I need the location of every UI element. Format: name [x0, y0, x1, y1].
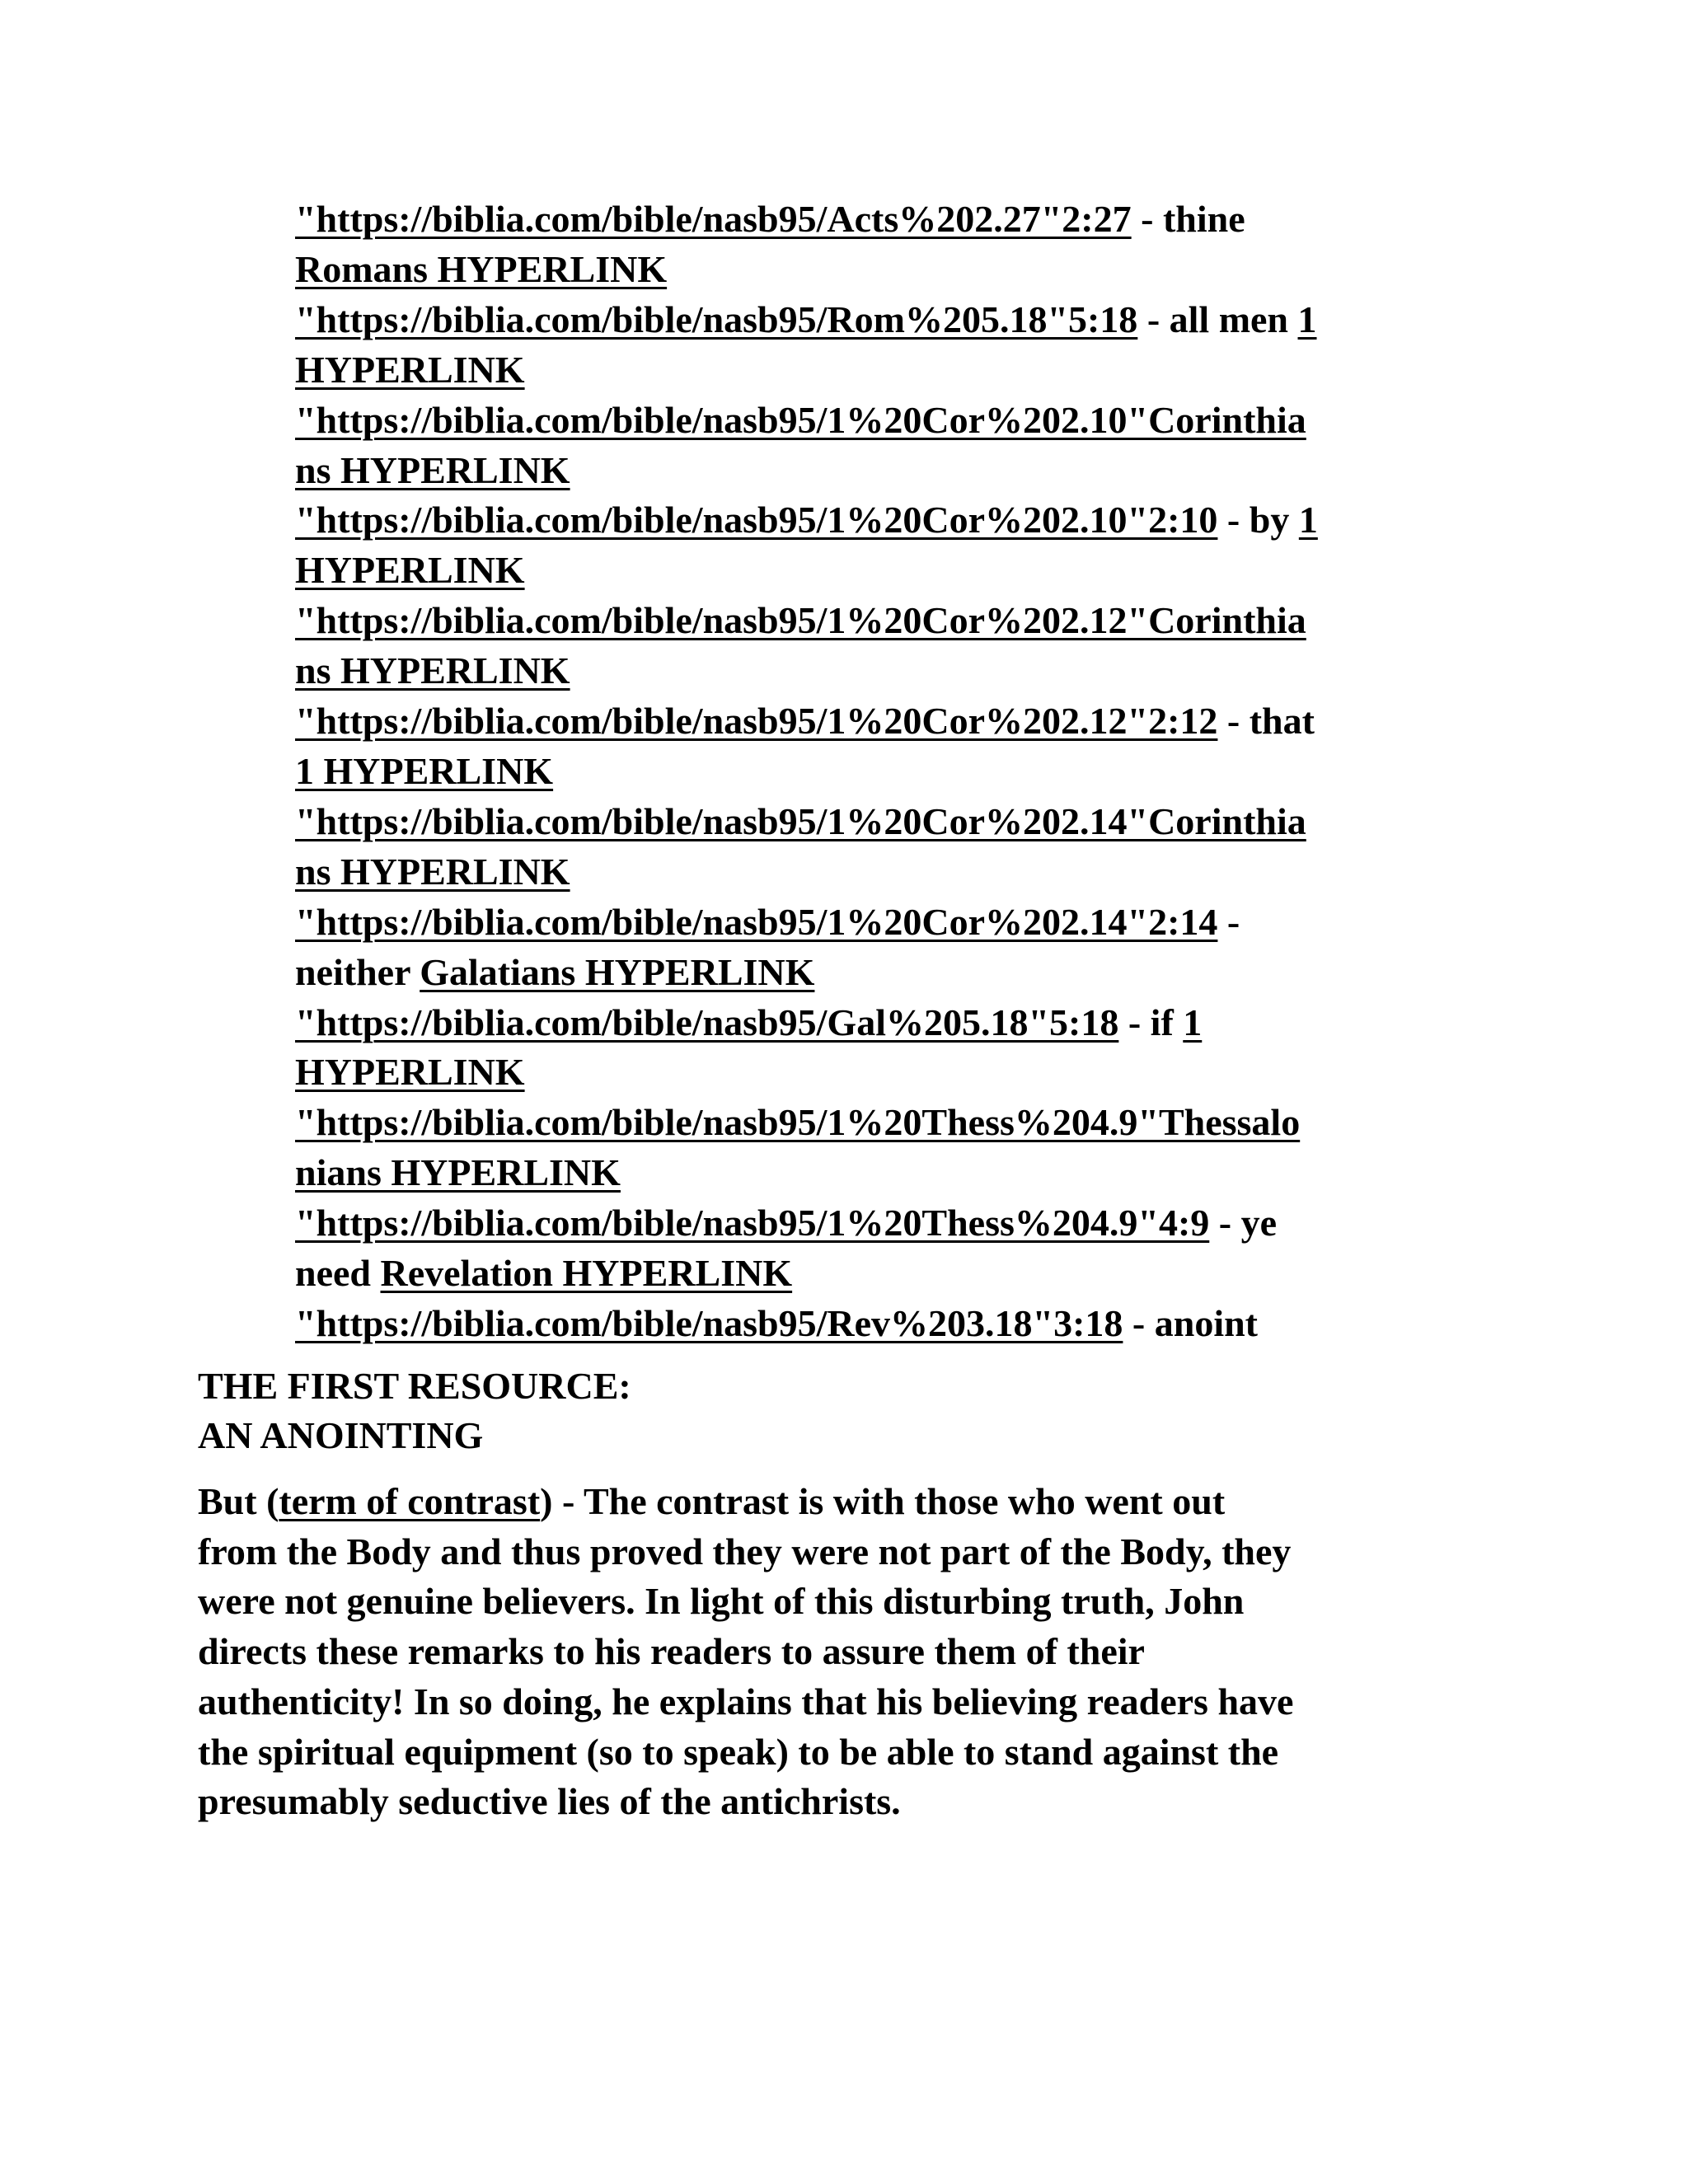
reference-link[interactable]: 1: [1183, 1001, 1203, 1043]
reference-line-12: [295, 747, 1498, 797]
reference-link[interactable]: "https://biblia.com/bible/nasb95/1%20Cor%202.10"2:10: [295, 499, 1218, 541]
body-paragraph: [198, 1477, 1517, 1827]
reference-line-16: [295, 948, 1498, 998]
reference-text: - if: [1118, 1001, 1184, 1043]
reference-link[interactable]: "https://biblia.com/bible/nasb95/Rom%205.18"5:18: [295, 298, 1138, 340]
reference-line-3: [295, 295, 1498, 345]
reference-link[interactable]: "https://biblia.com/bible/nasb95/1%20Cor%202.14"Corinthia: [295, 799, 1306, 842]
paragraph-line-7: presumably seductive lies of the antichrists.: [198, 1780, 901, 1823]
reference-text: - by: [1217, 499, 1299, 541]
reference-link[interactable]: "https://biblia.com/bible/nasb95/Gal%205.18"5:18: [295, 1001, 1119, 1043]
reference-link[interactable]: ns HYPERLINK: [295, 448, 570, 491]
reference-line-15: [295, 898, 1498, 948]
reference-text: -: [1217, 900, 1240, 943]
reference-text: - all men: [1137, 298, 1298, 340]
section-heading-line-2: AN ANOINTING: [198, 1414, 484, 1456]
paragraph-line-6: the spiritual equipment (so to speak) to be able to stand against the: [198, 1730, 1279, 1773]
reference-text: neither: [295, 950, 420, 993]
reference-link[interactable]: "https://biblia.com/bible/nasb95/1%20Thess%204.9"4:9: [295, 1202, 1210, 1244]
reference-line-22: [295, 1249, 1498, 1299]
reference-line-18: [295, 1047, 1498, 1098]
reference-link[interactable]: ns HYPERLINK: [295, 850, 570, 893]
reference-line-20: [295, 1148, 1498, 1198]
term-of-contrast-link[interactable]: term of contrast: [279, 1480, 541, 1522]
reference-link[interactable]: 1: [1297, 298, 1317, 340]
reference-line-13: [295, 797, 1498, 847]
reference-text: - ye: [1209, 1202, 1278, 1244]
reference-text: need: [295, 1252, 381, 1295]
paragraph-line-2: from the Body and thus proved they were not part of the Body, they: [198, 1530, 1292, 1572]
reference-line-11: [295, 696, 1498, 747]
reference-link[interactable]: "https://biblia.com/bible/nasb95/Acts%202.27"2:27: [295, 198, 1132, 240]
reference-line-21: [295, 1198, 1498, 1249]
paragraph-text: ) - The contrast is with those who went out: [540, 1480, 1226, 1522]
reference-link[interactable]: Revelation HYPERLINK: [380, 1252, 793, 1295]
hyperlink-reference-list: [295, 194, 1498, 1349]
reference-line-1: [295, 194, 1498, 245]
reference-line-7: [295, 495, 1498, 546]
section-heading-line-1: THE FIRST RESOURCE:: [198, 1365, 631, 1407]
reference-link[interactable]: "https://biblia.com/bible/nasb95/1%20Cor%202.14"2:14: [295, 900, 1218, 943]
reference-text: - thine: [1131, 198, 1245, 240]
reference-link[interactable]: Romans HYPERLINK: [295, 247, 668, 290]
paragraph-line-5: authenticity! In so doing, he explains that his believing readers have: [198, 1680, 1294, 1722]
reference-link[interactable]: 1 HYPERLINK: [295, 749, 554, 792]
reference-text: - that: [1217, 700, 1315, 743]
paragraph-line-4: directs these remarks to his readers to assure them of their: [198, 1630, 1145, 1673]
reference-line-2: [295, 245, 1498, 295]
reference-line-6: [295, 446, 1498, 496]
reference-link[interactable]: "https://biblia.com/bible/nasb95/Rev%203.18"3:18: [295, 1301, 1123, 1344]
reference-line-14: [295, 847, 1498, 898]
reference-line-23: [295, 1299, 1498, 1349]
reference-link[interactable]: HYPERLINK: [295, 1051, 525, 1094]
reference-link[interactable]: "https://biblia.com/bible/nasb95/1%20Cor%202.10"Corinthia: [295, 398, 1306, 441]
reference-link[interactable]: 1: [1298, 499, 1318, 541]
reference-text: - anoint: [1123, 1301, 1259, 1344]
reference-link[interactable]: "https://biblia.com/bible/nasb95/1%20Cor%202.12"Corinthia: [295, 599, 1306, 642]
paragraph-line-3: were not genuine believers. In light of this disturbing truth, John: [198, 1580, 1245, 1623]
section-heading: [198, 1361, 631, 1460]
reference-line-10: [295, 646, 1498, 696]
reference-line-19: [295, 1098, 1498, 1148]
reference-link[interactable]: HYPERLINK: [295, 549, 525, 592]
reference-line-8: [295, 546, 1498, 596]
reference-link[interactable]: nians HYPERLINK: [295, 1151, 621, 1194]
reference-link[interactable]: Galatians HYPERLINK: [420, 950, 815, 993]
reference-line-5: [295, 396, 1498, 446]
paragraph-line-1: [198, 1477, 1517, 1527]
reference-link[interactable]: ns HYPERLINK: [295, 649, 570, 692]
reference-link[interactable]: HYPERLINK: [295, 348, 525, 391]
reference-line-4: [295, 345, 1498, 396]
paragraph-text: But (: [198, 1480, 279, 1522]
reference-link[interactable]: "https://biblia.com/bible/nasb95/1%20Cor%202.12"2:12: [295, 700, 1218, 743]
reference-line-9: [295, 596, 1498, 646]
reference-line-17: [295, 998, 1498, 1048]
reference-link[interactable]: "https://biblia.com/bible/nasb95/1%20Thess%204.9"Thessalo: [295, 1101, 1301, 1144]
